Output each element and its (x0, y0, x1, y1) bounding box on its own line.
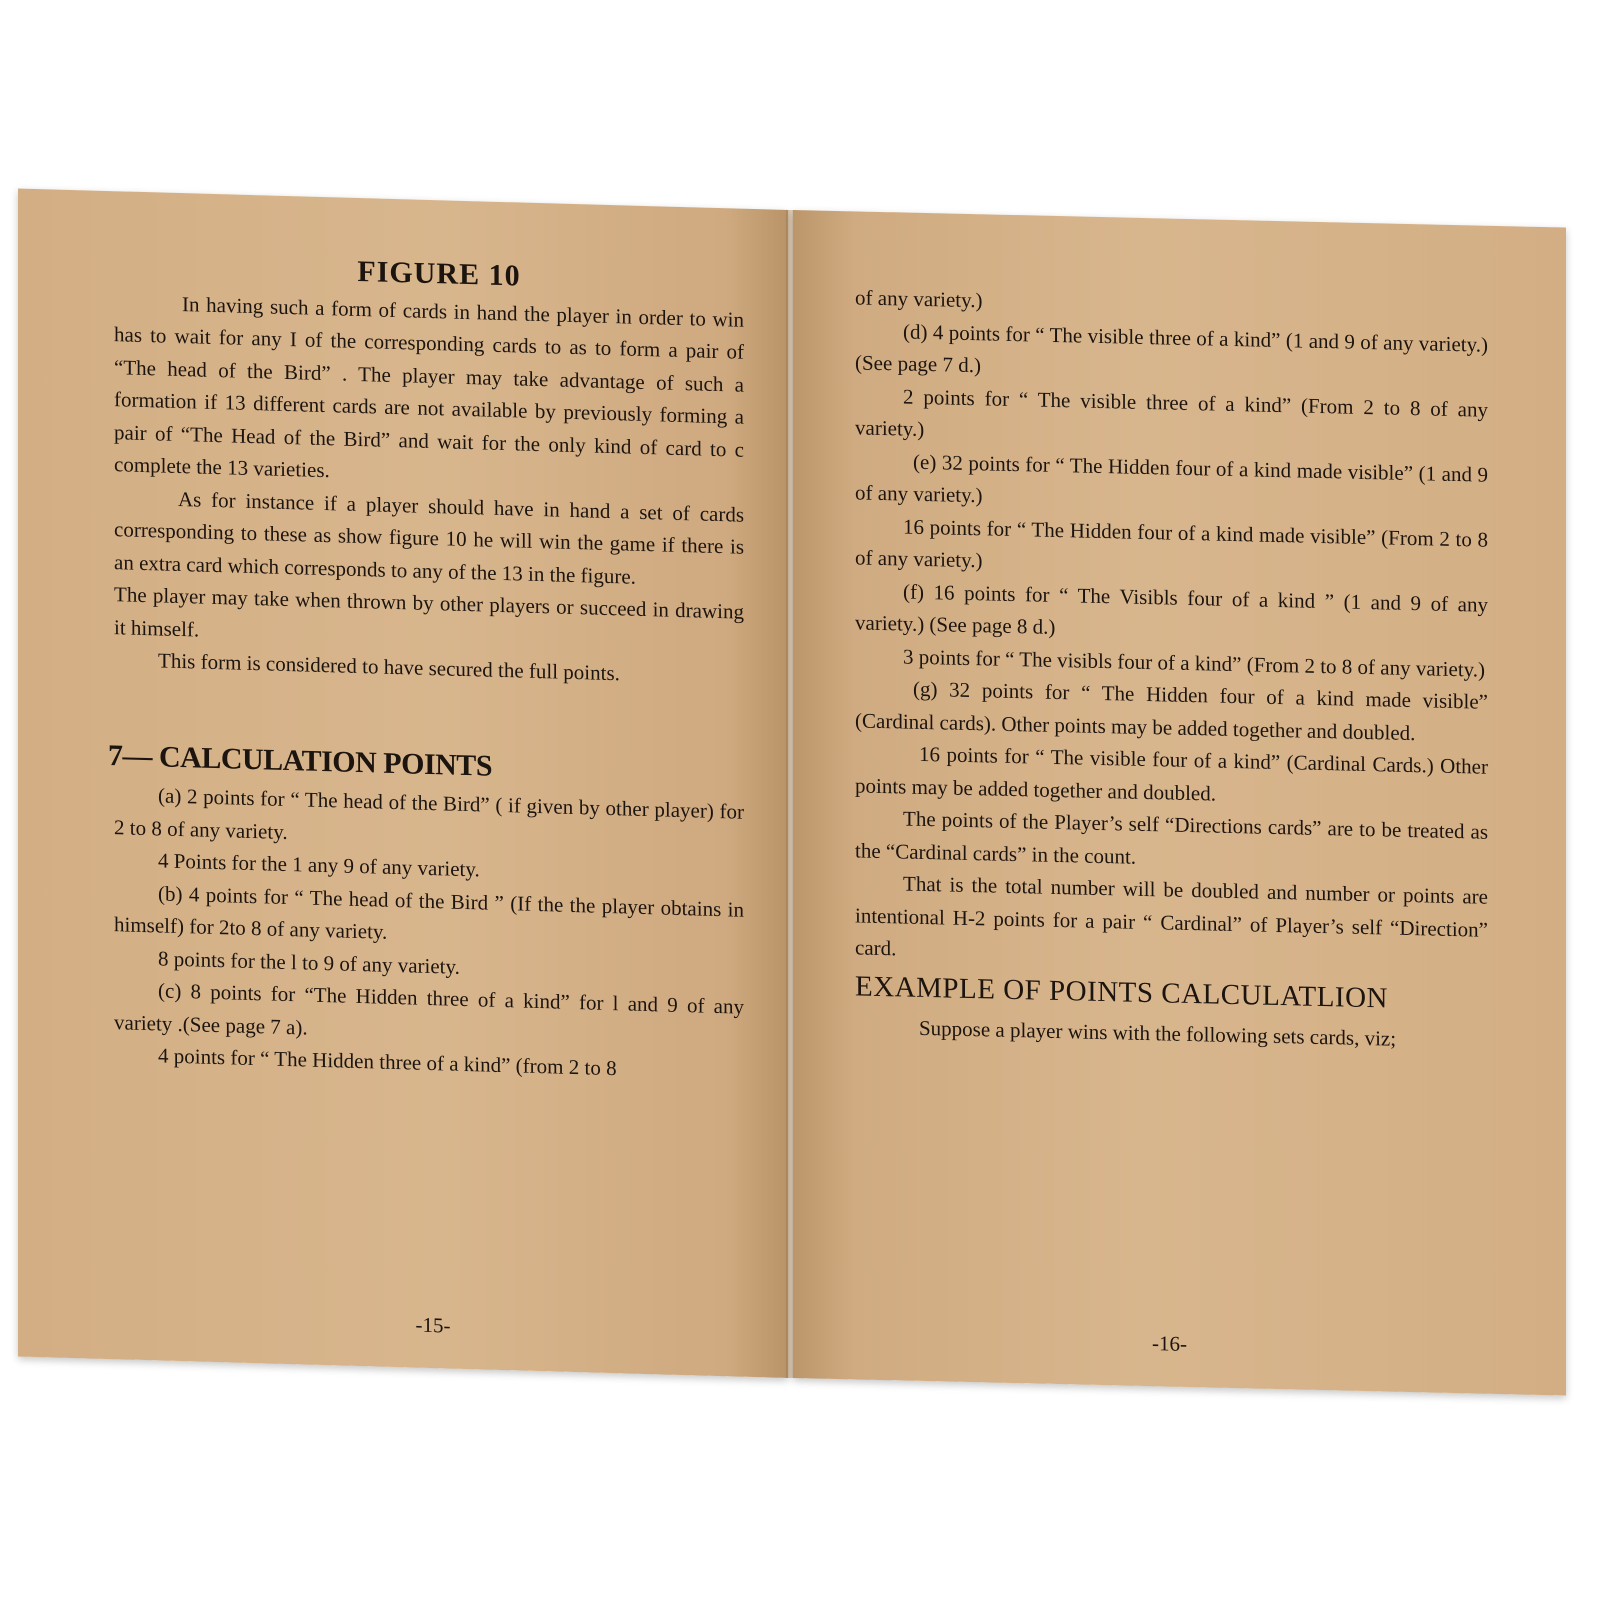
right-paragraph-directions: The points of the Player’s self “Directions cards” are to be treated as the “Cardinal cards” in the count. (855, 806, 1488, 869)
figure-paragraph-1: In having such a form of cards in hand the player in order to win has to wait for any I of the corresponding cards to as to form a pair of “The head of the Bird” . The player may take advantage of such a formation if 13 different cards are not available by previously forming a pair of “The Head of the Bird” and wait for the only kind of card to c complete the 13 varieties. (114, 291, 744, 483)
right-paragraph-f: (f) 16 points for “ The Visibls four of a kind ” (1 and 9 of any variety.) (See page 8 d.) (855, 578, 1488, 639)
section-title: 7— CALCULATION POINTS (108, 738, 492, 783)
right-paragraph-g: (g) 32 points for “ The Hidden four of a kind made visible” (Cardinal cards). Other points may be added together and doubled. (855, 676, 1488, 745)
right-page (793, 210, 1566, 1396)
right-paragraph-e2: 16 points for “ The Hidden four of a kind made visible” (From 2 to 8 of any variety.) (855, 513, 1488, 573)
right-paragraph-1: of any variety.) (855, 285, 983, 313)
figure-title: FIGURE 10 (357, 254, 521, 293)
page-number-left: -15- (415, 1312, 451, 1338)
right-paragraph-e: (e) 32 points for “ The Hidden four of a kind made visible” (1 and 9 of any variety.) (855, 449, 1488, 508)
calc-paragraph-a2: 4 Points for the 1 any 9 of any variety. (158, 848, 480, 882)
left-page (18, 188, 788, 1378)
example-title: EXAMPLE OF POINTS CALCULATLION (855, 969, 1388, 1015)
right-paragraph-total: That is the total number will be doubled and number or points are intentional H-2 points for a pair “ Cardinal” of Player’s self “Direction” card. (855, 871, 1488, 961)
figure-paragraph-3: The player may take when thrown by other players or succeed in drawing it himself. (114, 582, 744, 642)
right-paragraph-g2: 16 points for “ The visible four of a kind” (Cardinal Cards.) Other points may be added together and doubled. (855, 741, 1488, 806)
calc-paragraph-b: (b) 4 points for “ The head of the Bird ” (If the the player obtains in himself) for 2to 8 of any variety. (114, 880, 744, 944)
page-number-right: -16- (1152, 1331, 1187, 1356)
right-paragraph-d2: 2 points for “ The visible three of a kind” (From 2 to 8 of any variety.) (855, 383, 1488, 441)
calc-paragraph-a: (a) 2 points for “ The head of the Bird” ( if given by other player) for 2 to 8 of any variety. (114, 783, 744, 844)
right-paragraph-f2: 3 points for “ The visibls four of a kind” (From 2 to 8 of any variety.) (903, 643, 1486, 682)
example-paragraph-1: Suppose a player wins with the following sets cards, viz; (919, 1015, 1397, 1051)
calc-paragraph-c2: 4 points for “ The Hidden three of a kind” (from 2 to 8 (158, 1043, 617, 1081)
open-booklet (18, 210, 1566, 1378)
left-page-content (108, 249, 744, 1088)
calc-paragraph-b2: 8 points for the l to 9 of any variety. (158, 945, 460, 979)
right-paragraph-d: (d) 4 points for “ The visible three of a kind” (1 and 9 of any variety.) (See page 7 d.) (855, 318, 1488, 378)
figure-paragraph-4: This form is considered to have secured the full points. (158, 648, 620, 686)
right-page-content (855, 281, 1488, 1057)
figure-paragraph-2: As for instance if a player should have in hand a set of cards corresponding to these as show figure 10 he will win the game if there is an extra card which corresponds to any of the 13 in the figure. (114, 486, 744, 589)
calc-paragraph-c: (c) 8 points for “The Hidden three of a kind” for l and 9 of any variety .(See page 7 a). (114, 978, 744, 1040)
